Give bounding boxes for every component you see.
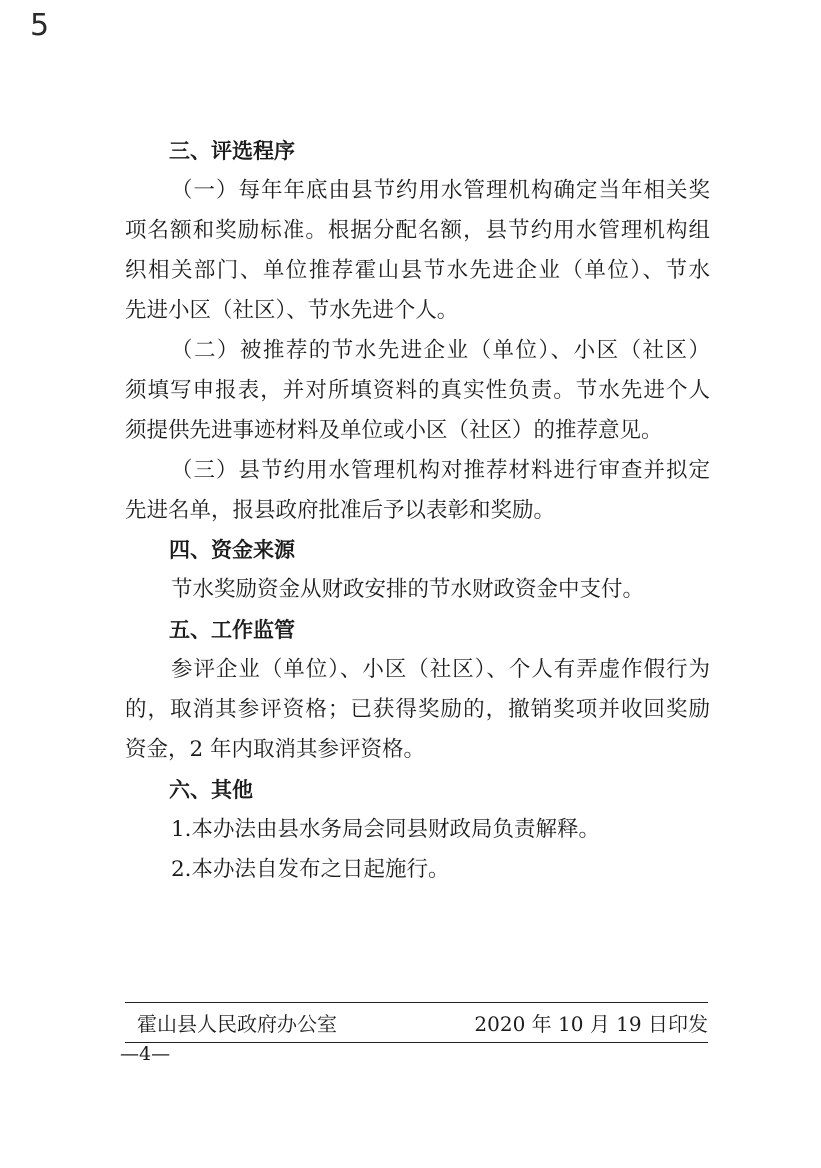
s4-p1-line-1: 节水奖励资金从财政安排的节水财政资金中支付。 xyxy=(171,577,645,602)
s3-p1-line-4: 先进小区（社区）、节水先进个人。 xyxy=(125,298,459,323)
section-6-heading: 六、其他 xyxy=(169,778,253,802)
s3-p1-line-2: 项名额和奖励标准。根据分配名额，县节约用水管理机构组 xyxy=(125,218,710,243)
s3-p2-line-1: （二）被推荐的节水先进企业（单位）、小区（社区） xyxy=(171,338,710,363)
s3-p1-line-1: （一）每年年底由县节约用水管理机构确定当年相关奖 xyxy=(171,178,710,203)
footer-bottom-rule xyxy=(125,1042,708,1043)
s5-p1-line-2: 的，取消其参评资格；已获得奖励的，撤销奖项并收回奖励 xyxy=(125,697,710,722)
footer-issuer: 霍山县人民政府办公室 xyxy=(137,1012,337,1036)
s6-item-2: 2.本办法自发布之日起施行。 xyxy=(171,857,450,882)
page-number: —4— xyxy=(120,1043,171,1065)
footer-top-rule xyxy=(125,1002,708,1003)
s3-p1-line-3: 织相关部门、单位推荐霍山县节水先进企业（单位）、节水 xyxy=(125,258,710,283)
s6-item-1: 1.本办法由县水务局会同县财政局负责解释。 xyxy=(171,817,601,842)
s3-p2-line-2: 须填写申报表，并对所填资料的真实性负责。节水先进个人 xyxy=(125,378,710,403)
section-4-heading: 四、资金来源 xyxy=(169,538,295,562)
s5-p1-line-3: 资金，2 年内取消其参评资格。 xyxy=(125,737,426,762)
section-3-heading: 三、评选程序 xyxy=(169,139,295,163)
footer-issue-date: 2020 年 10 月 19 日印发 xyxy=(474,1012,708,1036)
s5-p1-line-1: 参评企业（单位）、小区（社区）、个人有弄虚作假行为 xyxy=(171,657,710,682)
s3-p3-line-1: （三）县节约用水管理机构对推荐材料进行审查并拟定 xyxy=(171,458,710,483)
handwritten-page-mark: 5 xyxy=(30,8,50,43)
s3-p3-line-2: 先进名单，报县政府批准后予以表彰和奖励。 xyxy=(125,498,556,523)
section-5-heading: 五、工作监管 xyxy=(169,618,295,642)
s3-p2-line-3: 须提供先进事迹材料及单位或小区（社区）的推荐意见。 xyxy=(125,418,663,443)
